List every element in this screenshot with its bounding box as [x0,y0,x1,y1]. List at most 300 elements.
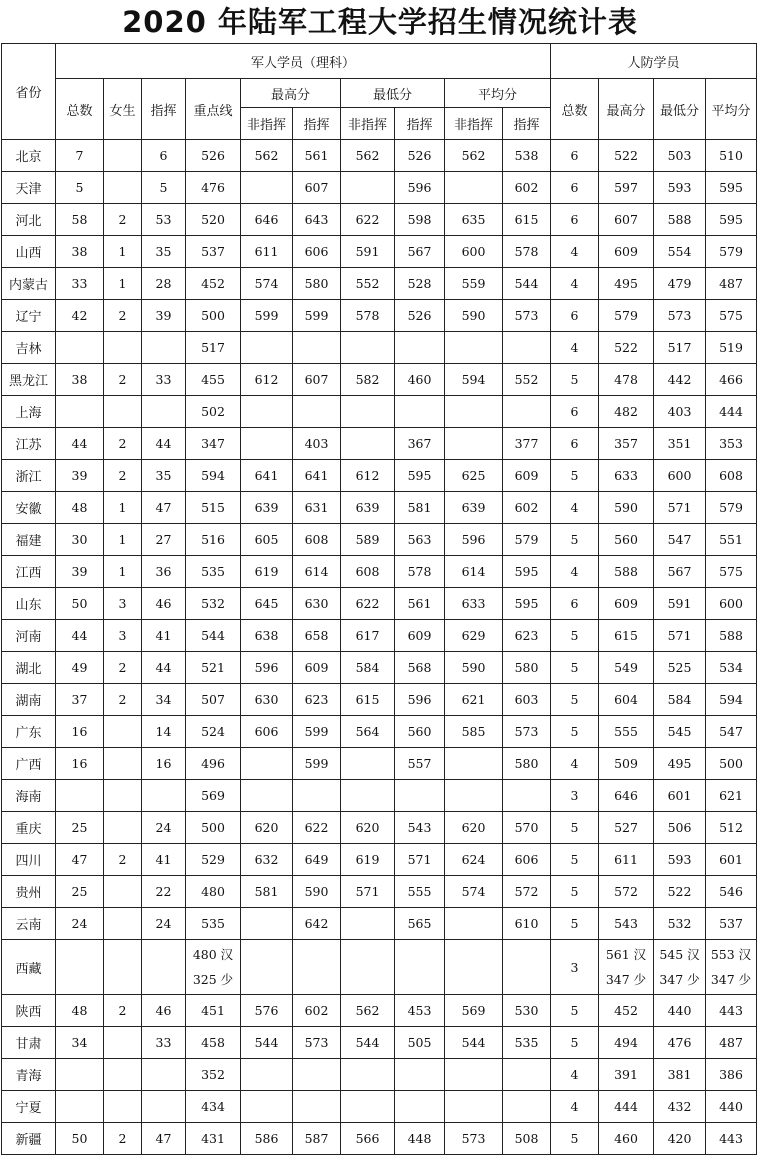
civil-avg-cell: 546 [706,876,757,908]
civil-avg-cell: 353 [706,428,757,460]
total-cell: 16 [56,748,104,780]
province-cell: 内蒙古 [2,268,56,300]
female-cell: 3 [104,620,142,652]
civil-min-cell: 476 [654,1027,706,1059]
civil-total-cell: 6 [551,204,599,236]
min-command-cell: 528 [395,268,445,300]
civil-avg-cell [706,940,757,995]
civil-total-cell: 5 [551,716,599,748]
header-civil-group: 人防学员 [551,44,757,79]
command-cell: 41 [142,844,186,876]
max-non-command-cell: 596 [241,652,293,684]
total-cell: 50 [56,1123,104,1155]
table-row [2,172,757,204]
civil-avg-cell: 588 [706,620,757,652]
civil-avg-cell: 608 [706,460,757,492]
civil-total-cell: 4 [551,492,599,524]
total-cell: 5 [56,172,104,204]
table-row [2,844,757,876]
max-command-cell: 606 [293,236,341,268]
min-command-cell: 596 [395,172,445,204]
min-command-cell: 609 [395,620,445,652]
civil-max-cell: 549 [599,652,654,684]
min-command-cell: 565 [395,908,445,940]
max-command-cell: 607 [293,364,341,396]
table-row [2,908,757,940]
table-row [2,876,757,908]
max-command-cell: 608 [293,524,341,556]
civil-avg-cell: 440 [706,1091,757,1123]
civil-total-cell: 6 [551,396,599,428]
civil-max-cell: 478 [599,364,654,396]
key-line-cell: 352 [186,1059,241,1091]
table-row [2,812,757,844]
civil-avg-cell: 386 [706,1059,757,1091]
total-cell [56,780,104,812]
min-non-command-cell: 612 [341,460,395,492]
civil-max-cell: 560 [599,524,654,556]
key-line-cell: 532 [186,588,241,620]
female-cell: 1 [104,268,142,300]
command-cell: 22 [142,876,186,908]
civil-avg-cell: 601 [706,844,757,876]
max-command-cell [293,332,341,364]
min-non-command-cell [341,396,395,428]
civil-min-cell [654,940,706,995]
min-command-cell: 596 [395,684,445,716]
min-command-cell: 567 [395,236,445,268]
civil-max-cell: 615 [599,620,654,652]
avg-command-cell [503,332,551,364]
min-command-cell: 367 [395,428,445,460]
civil-total-cell: 6 [551,140,599,172]
command-cell: 35 [142,460,186,492]
total-cell: 42 [56,300,104,332]
header-avg-non-command: 非指挥 [445,108,503,140]
max-command-cell: 590 [293,876,341,908]
header-avg: 平均分 [445,79,551,108]
total-cell: 39 [56,460,104,492]
province-cell: 甘肃 [2,1027,56,1059]
command-cell [142,332,186,364]
civil-max-cell: 460 [599,1123,654,1155]
province-cell: 贵州 [2,876,56,908]
command-cell: 33 [142,1027,186,1059]
civil-min-cell: 588 [654,204,706,236]
key-line-cell: 516 [186,524,241,556]
key-line-cell: 524 [186,716,241,748]
key-line-cell: 529 [186,844,241,876]
max-non-command-cell: 639 [241,492,293,524]
table-row [2,1123,757,1155]
total-cell: 30 [56,524,104,556]
province-cell: 山西 [2,236,56,268]
avg-command-cell: 377 [503,428,551,460]
key-line-cell: 500 [186,300,241,332]
max-command-cell: 623 [293,684,341,716]
max-command-cell: 631 [293,492,341,524]
province-cell: 北京 [2,140,56,172]
min-command-cell: 563 [395,524,445,556]
avg-non-command-cell: 596 [445,524,503,556]
civil-min-cell: 420 [654,1123,706,1155]
max-non-command-cell [241,332,293,364]
table-row [2,268,757,300]
avg-command-cell: 530 [503,995,551,1027]
command-cell: 44 [142,652,186,684]
province-cell: 湖南 [2,684,56,716]
max-command-cell: 561 [293,140,341,172]
avg-non-command-cell: 629 [445,620,503,652]
min-non-command-cell: 591 [341,236,395,268]
female-cell [104,940,142,995]
table-row [2,716,757,748]
max-command-cell [293,396,341,428]
header-total: 总数 [56,79,104,140]
province-cell: 广西 [2,748,56,780]
key-line-cell: 451 [186,995,241,1027]
table-row [2,748,757,780]
female-cell [104,140,142,172]
civil-total-cell: 4 [551,332,599,364]
max-command-cell: 643 [293,204,341,236]
civil-avg-cell: 575 [706,300,757,332]
total-cell: 7 [56,140,104,172]
key-line-cell: 480 [186,876,241,908]
civil-total-cell: 4 [551,1091,599,1123]
avg-non-command-cell [445,428,503,460]
total-cell: 58 [56,204,104,236]
table-row [2,332,757,364]
min-non-command-cell: 619 [341,844,395,876]
civil-total-cell: 5 [551,652,599,684]
table-row [2,940,757,995]
max-non-command-cell: 641 [241,460,293,492]
civil-avg-cell: 519 [706,332,757,364]
max-non-command-cell [241,908,293,940]
civil-min-cell: 571 [654,492,706,524]
avg-non-command-cell: 594 [445,364,503,396]
total-cell [56,1059,104,1091]
max-non-command-cell: 605 [241,524,293,556]
civil-avg-cell: 510 [706,140,757,172]
civil-avg-cell: 443 [706,1123,757,1155]
command-cell: 53 [142,204,186,236]
header-max-non-command: 非指挥 [241,108,293,140]
header-civil-min: 最低分 [654,79,706,140]
max-command-cell: 599 [293,300,341,332]
command-cell: 14 [142,716,186,748]
province-cell: 广东 [2,716,56,748]
min-non-command-cell: 615 [341,684,395,716]
province-cell: 吉林 [2,332,56,364]
max-non-command-cell [241,1059,293,1091]
total-cell: 25 [56,812,104,844]
max-non-command-cell: 599 [241,300,293,332]
civil-avg-cell: 594 [706,684,757,716]
civil-total-cell: 6 [551,588,599,620]
avg-command-cell: 538 [503,140,551,172]
avg-command-cell: 602 [503,492,551,524]
civil-total-cell: 4 [551,748,599,780]
female-cell: 2 [104,364,142,396]
min-command-cell: 568 [395,652,445,684]
province-cell: 黑龙江 [2,364,56,396]
min-command-cell: 543 [395,812,445,844]
min-command-cell: 557 [395,748,445,780]
avg-non-command-cell: 590 [445,300,503,332]
max-command-cell: 580 [293,268,341,300]
female-cell: 2 [104,204,142,236]
command-cell: 35 [142,236,186,268]
max-non-command-cell: 638 [241,620,293,652]
female-cell: 2 [104,844,142,876]
command-cell: 46 [142,995,186,1027]
max-command-cell [293,1059,341,1091]
avg-non-command-cell: 621 [445,684,503,716]
total-cell: 47 [56,844,104,876]
min-command-cell: 526 [395,140,445,172]
civil-avg-cell: 575 [706,556,757,588]
civil-min-cell: 351 [654,428,706,460]
avg-command-cell: 610 [503,908,551,940]
province-cell: 辽宁 [2,300,56,332]
command-cell [142,940,186,995]
avg-command-cell: 572 [503,876,551,908]
command-cell: 24 [142,812,186,844]
civil-max-cell: 357 [599,428,654,460]
table-row [2,652,757,684]
civil-avg-cell: 537 [706,908,757,940]
max-command-cell: 649 [293,844,341,876]
total-cell: 37 [56,684,104,716]
total-cell: 39 [56,556,104,588]
table-row [2,236,757,268]
civil-avg-cell: 487 [706,1027,757,1059]
avg-command-cell: 579 [503,524,551,556]
female-cell [104,812,142,844]
female-cell: 2 [104,460,142,492]
max-command-cell: 641 [293,460,341,492]
civil-max-cell: 588 [599,556,654,588]
province-cell: 西藏 [2,940,56,995]
header-province: 省份 [2,44,56,140]
civil-avg-cell: 621 [706,780,757,812]
command-cell: 28 [142,268,186,300]
civil-avg-cell: 534 [706,652,757,684]
min-non-command-cell: 617 [341,620,395,652]
avg-non-command-cell: 573 [445,1123,503,1155]
max-non-command-cell: 581 [241,876,293,908]
total-cell: 44 [56,620,104,652]
max-non-command-cell: 620 [241,812,293,844]
command-cell: 27 [142,524,186,556]
female-cell [104,1091,142,1123]
avg-command-cell [503,1091,551,1123]
max-non-command-cell [241,940,293,995]
civil-total-cell: 5 [551,524,599,556]
key-line-cell: 452 [186,268,241,300]
min-command-cell: 561 [395,588,445,620]
avg-non-command-cell [445,780,503,812]
total-cell: 38 [56,364,104,396]
header-min-non-command: 非指挥 [341,108,395,140]
command-cell: 46 [142,588,186,620]
min-command-cell [395,940,445,995]
key-line-cell: 434 [186,1091,241,1123]
command-cell: 33 [142,364,186,396]
civil-min-cell: 403 [654,396,706,428]
header-civil-max: 最高分 [599,79,654,140]
min-non-command-cell [341,780,395,812]
table-row [2,684,757,716]
min-command-cell: 453 [395,995,445,1027]
civil-total-cell: 4 [551,1059,599,1091]
page-title: 2020 年陆军工程大学招生情况统计表 [122,5,638,39]
table-row [2,1059,757,1091]
command-cell: 24 [142,908,186,940]
province-cell: 江西 [2,556,56,588]
female-cell: 1 [104,556,142,588]
key-line-cell: 347 [186,428,241,460]
avg-command-cell: 552 [503,364,551,396]
max-command-cell [293,780,341,812]
min-command-cell [395,1091,445,1123]
civil-min-cell-line-2: 347 少 [659,972,700,987]
avg-command-cell: 595 [503,588,551,620]
min-non-command-cell: 584 [341,652,395,684]
avg-command-cell [503,940,551,995]
civil-total-cell: 4 [551,236,599,268]
min-non-command-cell: 622 [341,588,395,620]
civil-max-cell: 494 [599,1027,654,1059]
min-command-cell: 571 [395,844,445,876]
min-non-command-cell: 562 [341,140,395,172]
command-cell: 47 [142,1123,186,1155]
min-command-cell: 460 [395,364,445,396]
min-non-command-cell: 639 [341,492,395,524]
civil-min-cell: 479 [654,268,706,300]
table-row [2,780,757,812]
civil-min-cell: 506 [654,812,706,844]
min-non-command-cell: 544 [341,1027,395,1059]
min-command-cell: 595 [395,460,445,492]
province-cell: 青海 [2,1059,56,1091]
avg-non-command-cell: 620 [445,812,503,844]
civil-min-cell: 503 [654,140,706,172]
female-cell: 1 [104,492,142,524]
max-command-cell: 614 [293,556,341,588]
female-cell: 2 [104,428,142,460]
avg-non-command-cell [445,172,503,204]
civil-min-cell: 522 [654,876,706,908]
civil-total-cell: 5 [551,876,599,908]
civil-total-cell: 5 [551,364,599,396]
min-command-cell: 505 [395,1027,445,1059]
avg-command-cell: 508 [503,1123,551,1155]
civil-total-cell: 5 [551,812,599,844]
avg-command-cell [503,780,551,812]
command-cell: 5 [142,172,186,204]
header-civil-total: 总数 [551,79,599,140]
female-cell: 2 [104,300,142,332]
key-line-cell: 544 [186,620,241,652]
female-cell [104,332,142,364]
avg-non-command-cell: 559 [445,268,503,300]
header-avg-command: 指挥 [503,108,551,140]
max-non-command-cell: 632 [241,844,293,876]
command-cell [142,1059,186,1091]
civil-max-cell: 522 [599,140,654,172]
avg-command-cell: 603 [503,684,551,716]
civil-min-cell: 532 [654,908,706,940]
command-cell [142,396,186,428]
civil-max-cell: 543 [599,908,654,940]
avg-non-command-cell [445,396,503,428]
civil-max-cell: 522 [599,332,654,364]
key-line-cell: 520 [186,204,241,236]
key-line-cell [186,940,241,995]
max-non-command-cell: 612 [241,364,293,396]
avg-non-command-cell: 569 [445,995,503,1027]
min-non-command-cell: 608 [341,556,395,588]
min-non-command-cell [341,1091,395,1123]
avg-non-command-cell: 600 [445,236,503,268]
avg-non-command-cell: 590 [445,652,503,684]
max-non-command-cell: 586 [241,1123,293,1155]
avg-non-command-cell: 633 [445,588,503,620]
civil-max-cell [599,940,654,995]
avg-command-cell: 623 [503,620,551,652]
total-cell: 25 [56,876,104,908]
command-cell [142,1091,186,1123]
command-cell: 47 [142,492,186,524]
total-cell: 50 [56,588,104,620]
max-non-command-cell [241,172,293,204]
key-line-cell: 526 [186,140,241,172]
key-line-cell: 515 [186,492,241,524]
key-line-cell: 500 [186,812,241,844]
max-command-cell: 403 [293,428,341,460]
table-body [2,140,757,1155]
key-line-cell: 502 [186,396,241,428]
female-cell: 3 [104,588,142,620]
max-command-cell: 599 [293,748,341,780]
avg-non-command-cell: 625 [445,460,503,492]
civil-avg-cell: 551 [706,524,757,556]
min-non-command-cell: 622 [341,204,395,236]
civil-max-cell: 495 [599,268,654,300]
avg-non-command-cell: 635 [445,204,503,236]
civil-max-cell: 572 [599,876,654,908]
civil-max-cell: 611 [599,844,654,876]
min-non-command-cell: 566 [341,1123,395,1155]
max-non-command-cell [241,396,293,428]
civil-min-cell: 571 [654,620,706,652]
civil-max-cell: 597 [599,172,654,204]
max-command-cell: 630 [293,588,341,620]
civil-max-cell: 609 [599,236,654,268]
province-cell: 宁夏 [2,1091,56,1123]
command-cell: 6 [142,140,186,172]
max-command-cell: 622 [293,812,341,844]
avg-non-command-cell [445,1091,503,1123]
civil-avg-cell: 443 [706,995,757,1027]
civil-total-cell: 5 [551,620,599,652]
min-non-command-cell: 589 [341,524,395,556]
female-cell: 1 [104,236,142,268]
civil-max-cell: 646 [599,780,654,812]
